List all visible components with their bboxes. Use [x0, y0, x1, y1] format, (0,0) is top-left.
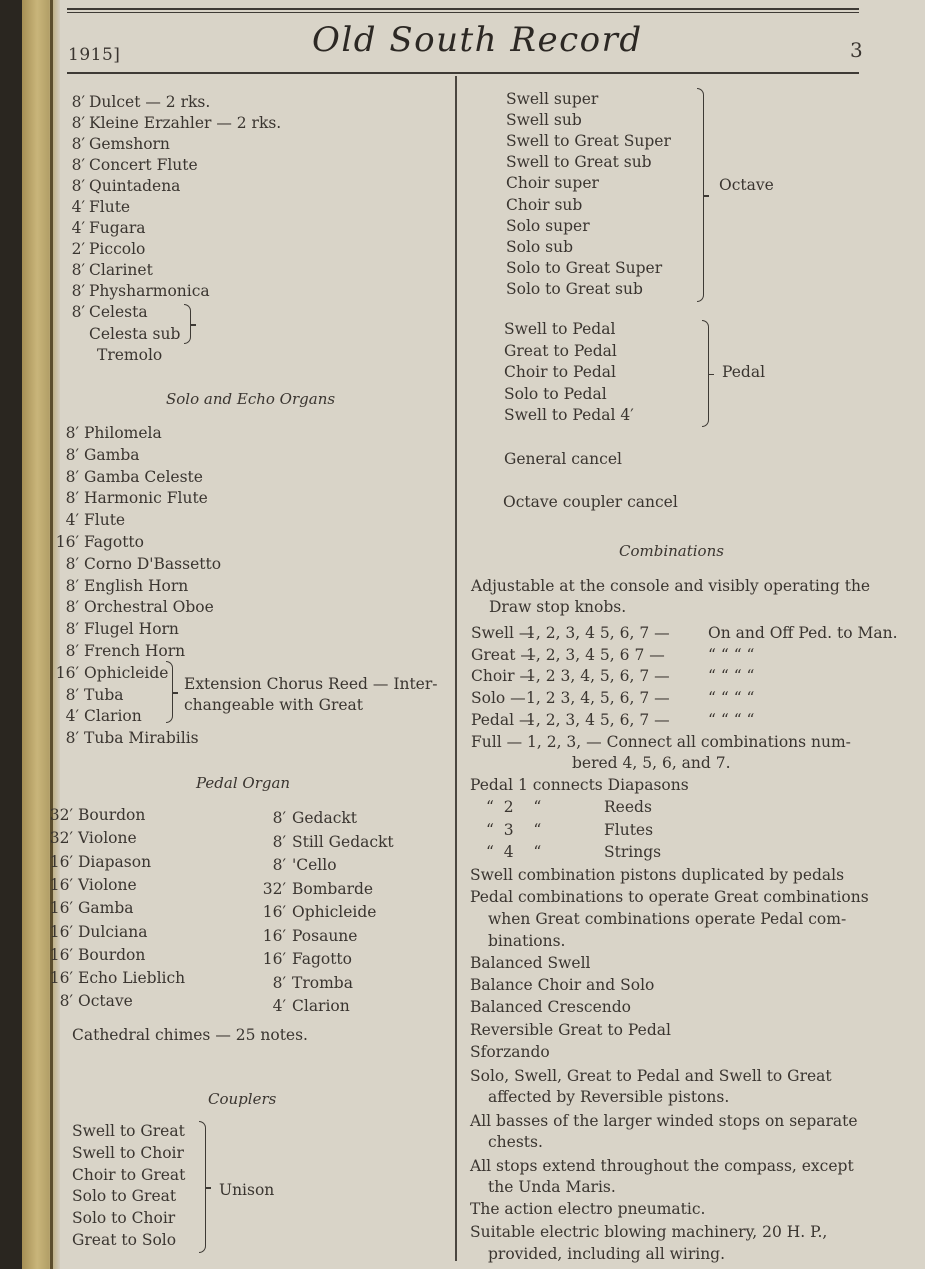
- pedal-stop-left-name: Dulciana: [78, 922, 148, 941]
- reversible-great-to-pedal: Reversible Great to Pedal: [470, 1021, 671, 1039]
- stops-extend-line1: All stops extend throughout the compass, except: [470, 1157, 854, 1175]
- swell-stop-name: Piccolo: [89, 240, 146, 258]
- solo-stop-name: Flugel Horn: [84, 620, 179, 639]
- solo-stop-name: Philomela: [84, 424, 162, 442]
- combo-manual: Solo —: [471, 689, 526, 708]
- combo-action: “ “ “ “: [708, 645, 755, 664]
- celesta-sub: Celesta sub: [89, 325, 181, 343]
- celesta-brace: [184, 304, 191, 344]
- octave-coupler: Solo to Great Super: [506, 258, 663, 277]
- pedal-connect-name: Flutes: [604, 820, 654, 839]
- octave-label: Octave: [719, 176, 774, 194]
- solo-stop-size: 4′: [65, 707, 79, 726]
- swell-stop-size: 8′: [71, 282, 85, 300]
- solo-stop-size: 8′: [65, 467, 79, 486]
- unison-coupler: Great to Solo: [72, 1231, 177, 1249]
- solo-stop-name: Fagotto: [84, 533, 144, 551]
- pedal-organ-heading: Pedal Organ: [196, 774, 291, 792]
- pedal-coupler: Swell to Pedal: [504, 320, 616, 338]
- solo-stop-name: Flute: [84, 511, 126, 530]
- swell-stop-size: 8′: [71, 93, 85, 111]
- solo-swell-line2: affected by Reversible pistons.: [488, 1088, 730, 1106]
- solo-stop-size: 8′: [65, 576, 79, 595]
- pedal-connect-ditto: “ 4 “: [486, 843, 542, 861]
- swell-stop-name: Fugara: [89, 219, 146, 237]
- combo-manual: Pedal —: [471, 710, 535, 729]
- pedal-connect-ditto: “ 3 “: [486, 820, 542, 839]
- swell-stop-name: Clarinet: [89, 261, 153, 279]
- octave-coupler: Choir super: [506, 174, 599, 193]
- octave-coupler: Swell to Great Super: [506, 132, 671, 151]
- octave-coupler: Swell to Great sub: [506, 153, 652, 172]
- unison-coupler: Swell to Great: [72, 1122, 185, 1140]
- book-spine: [22, 0, 60, 1269]
- pedal-stop-left-name: Bourdon: [78, 806, 146, 824]
- solo-stop-size: 8′: [65, 642, 79, 660]
- extension-brace: [166, 661, 173, 723]
- pedal-connect-ditto: “ 2 “: [486, 798, 542, 816]
- swell-stop-name: Kleine Erzahler — 2 rks.: [89, 114, 282, 132]
- pedal-connects: Pedal 1 connects Diapasons: [470, 776, 689, 794]
- tremolo: Tremolo: [97, 346, 163, 364]
- combo-manual: Choir —: [471, 667, 535, 686]
- unison-coupler: Swell to Choir: [72, 1143, 184, 1162]
- column-divider: [455, 76, 457, 1261]
- pedal-stop-right-size: 8′: [272, 809, 286, 827]
- cathedral-chimes: Cathedral chimes — 25 notes.: [72, 1026, 308, 1044]
- swell-stop-size: 8′: [71, 114, 85, 132]
- binding-edge: [50, 0, 53, 1269]
- blowing-line1: Suitable electric blowing machinery, 20 H. P.,: [470, 1223, 828, 1241]
- combo-numbers: 1, 2, 3, 4 5, 6, 7 —: [526, 710, 670, 729]
- combo-action: “ “ “ “: [708, 710, 755, 729]
- solo-stop-name: Gamba Celeste: [84, 467, 203, 486]
- pedal-stop-left-size: 16′: [49, 969, 73, 988]
- extension-note-line2: changeable with Great: [184, 696, 363, 714]
- page-number: 3: [850, 38, 863, 62]
- swell-stop-size: 4′: [71, 198, 85, 216]
- pedal-stop-right-size: 16′: [262, 903, 286, 921]
- pedal-stop-right-name: 'Cello: [292, 856, 337, 874]
- solo-stop-size: 8′: [65, 729, 79, 748]
- general-cancel: General cancel: [504, 450, 622, 468]
- octave-coupler: Solo sub: [506, 237, 574, 256]
- sforzando: Sforzando: [470, 1043, 550, 1061]
- book-page: [22, 0, 925, 1269]
- pedal-connect-name: Reeds: [604, 798, 652, 816]
- solo-stop-size: 4′: [65, 511, 79, 530]
- header-rule-bottom: [67, 72, 859, 74]
- pedal-stop-right-name: Clarion: [292, 997, 350, 1015]
- solo-stop-name: Tuba Mirabilis: [84, 729, 199, 748]
- swell-stop-name: Gemshorn: [89, 135, 170, 153]
- pedal-stop-right-name: Posaune: [292, 926, 358, 945]
- solo-stop-size: 8′: [65, 685, 79, 704]
- pedal-stop-left-size: 16′: [49, 899, 73, 918]
- pedal-stop-left-size: 32′: [49, 829, 73, 848]
- solo-stop-size: 16′: [55, 663, 79, 682]
- solo-stop-name: Gamba: [84, 445, 140, 464]
- solo-stop-name: Ophicleide: [84, 663, 169, 682]
- balance-choir-solo: Balance Choir and Solo: [470, 976, 655, 994]
- pedal-stop-right-size: 8′: [272, 973, 286, 992]
- swell-stop-name: Celesta: [89, 303, 148, 321]
- pedal-stop-left-name: Violone: [78, 875, 137, 894]
- header-year: 1915]: [68, 45, 121, 65]
- swell-stop-size: 8′: [71, 177, 85, 195]
- basses-line2: chests.: [488, 1133, 543, 1151]
- header-rule-top-thin: [67, 12, 859, 13]
- octave-brace: [697, 88, 704, 302]
- action-note: The action electro pneumatic.: [470, 1200, 706, 1218]
- balanced-swell: Balanced Swell: [470, 954, 591, 972]
- solo-stop-name: English Horn: [84, 576, 189, 595]
- pedal-connect-name: Strings: [604, 843, 662, 861]
- solo-echo-heading: Solo and Echo Organs: [166, 390, 336, 408]
- pedal-combo-line1: Pedal combinations to operate Great combinations: [470, 888, 869, 906]
- pedal-stop-left-size: 32′: [49, 806, 73, 824]
- solo-stop-size: 16′: [55, 533, 79, 551]
- extension-note-line1: Extension Chorus Reed — Inter-: [184, 675, 438, 693]
- combo-manual: Swell —: [471, 624, 535, 642]
- adjustable-line2: Draw stop knobs.: [489, 598, 627, 616]
- pedal-stop-right-size: 8′: [272, 832, 286, 851]
- pedal-stop-right-name: Fagotto: [292, 950, 352, 968]
- solo-stop-size: 8′: [65, 554, 79, 573]
- swell-pistons-note: Swell combination pistons duplicated by pedals: [470, 866, 845, 884]
- octave-coupler: Solo super: [506, 216, 590, 235]
- unison-brace: [199, 1121, 206, 1253]
- full-line1: Full — 1, 2, 3, — Connect all combinations num-: [471, 733, 851, 751]
- solo-stop-name: Clarion: [84, 707, 142, 726]
- combinations-heading: Combinations: [619, 542, 724, 560]
- unison-coupler: Solo to Choir: [72, 1209, 176, 1228]
- combo-manual: Great —: [471, 645, 536, 664]
- unison-label: Unison: [219, 1181, 275, 1199]
- octave-coupler: Swell sub: [506, 111, 582, 130]
- swell-stop-name: Dulcet — 2 rks.: [89, 93, 211, 111]
- swell-stop-name: Concert Flute: [89, 156, 198, 174]
- pedal-stop-right-name: Tromba: [292, 973, 353, 992]
- pedal-stop-right-size: 32′: [262, 879, 286, 898]
- solo-stop-size: 8′: [65, 424, 79, 442]
- blowing-line2: provided, including all wiring.: [488, 1245, 726, 1263]
- pedal-stop-right-size: 8′: [272, 856, 286, 874]
- swell-stop-name: Flute: [89, 198, 131, 216]
- pedal-coupler: Swell to Pedal 4′: [504, 406, 634, 424]
- solo-stop-size: 8′: [65, 445, 79, 464]
- combo-action: On and Off Ped. to Man.: [708, 624, 898, 642]
- pedal-stop-left-name: Diapason: [78, 852, 152, 871]
- pedal-combo-line2: when Great combinations operate Pedal com-: [488, 910, 847, 928]
- solo-stop-name: Harmonic Flute: [84, 489, 208, 508]
- swell-stop-size: 2′: [71, 240, 85, 258]
- swell-stop-size: 8′: [71, 135, 85, 153]
- solo-stop-name: Tuba: [84, 685, 124, 704]
- balanced-crescendo: Balanced Crescendo: [470, 998, 632, 1016]
- solo-stop-size: 8′: [65, 489, 79, 508]
- pedal-stop-left-name: Echo Lieblich: [78, 969, 186, 988]
- pedal-stop-left-name: Bourdon: [78, 945, 146, 964]
- swell-stop-size: 4′: [71, 219, 85, 237]
- pedal-stop-left-size: 8′: [59, 992, 73, 1011]
- pedal-stop-right-size: 16′: [262, 926, 286, 945]
- combo-numbers: 1, 2, 3, 4 5, 6, 7 —: [526, 624, 670, 642]
- swell-stop-size: 8′: [71, 156, 85, 174]
- pedal-label: Pedal: [722, 363, 766, 381]
- combo-numbers: 1, 2 3, 4, 5, 6, 7 —: [526, 689, 670, 708]
- combo-numbers: 1, 2 3, 4, 5, 6, 7 —: [526, 667, 670, 686]
- swell-stop-name: Physharmonica: [89, 282, 210, 300]
- pedal-coupler: Choir to Pedal: [504, 363, 616, 381]
- combo-action: “ “ “ “: [708, 667, 755, 686]
- solo-stop-name: Corno D'Bassetto: [84, 554, 222, 573]
- header-rule-top: [67, 8, 859, 10]
- unison-coupler: Solo to Great: [72, 1187, 177, 1206]
- pedal-stop-left-size: 16′: [49, 852, 73, 871]
- pedal-coupler: Solo to Pedal: [504, 384, 607, 403]
- combo-numbers: 1, 2, 3, 4 5, 6 7 —: [526, 645, 665, 664]
- unison-coupler: Choir to Great: [72, 1165, 186, 1184]
- pedal-brace: [702, 320, 709, 427]
- couplers-heading: Couplers: [208, 1090, 277, 1108]
- combo-action: “ “ “ “: [708, 689, 755, 708]
- pedal-stop-left-name: Octave: [78, 992, 133, 1011]
- solo-swell-line1: Solo, Swell, Great to Pedal and Swell to Great: [470, 1067, 832, 1085]
- swell-stop-size: 8′: [71, 261, 85, 279]
- pedal-stop-right-name: Ophicleide: [292, 903, 377, 921]
- pedal-stop-right-name: Still Gedackt: [292, 832, 394, 851]
- pedal-combo-line3: binations.: [488, 932, 566, 950]
- pedal-stop-left-size: 16′: [49, 875, 73, 894]
- pedal-stop-right-name: Gedackt: [292, 809, 358, 827]
- pedal-coupler: Great to Pedal: [504, 341, 617, 360]
- octave-coupler: Solo to Great sub: [506, 279, 643, 298]
- solo-stop-name: French Horn: [84, 642, 186, 660]
- pedal-stop-left-name: Violone: [78, 829, 137, 848]
- solo-stop-size: 8′: [65, 620, 79, 639]
- octave-coupler: Swell super: [506, 90, 599, 108]
- adjustable-line1: Adjustable at the console and visibly operating the: [471, 577, 871, 595]
- pedal-stop-left-size: 16′: [49, 922, 73, 941]
- pedal-stop-left-size: 16′: [49, 945, 73, 964]
- pedal-stop-right-size: 4′: [272, 997, 286, 1015]
- stops-extend-line2: the Unda Maris.: [488, 1178, 616, 1196]
- pedal-stop-right-name: Bombarde: [292, 879, 374, 898]
- pedal-stop-left-name: Gamba: [78, 899, 134, 918]
- full-line2: bered 4, 5, 6, and 7.: [572, 754, 731, 772]
- pedal-stop-right-size: 16′: [262, 950, 286, 968]
- basses-line1: All basses of the larger winded stops on separate: [470, 1112, 858, 1130]
- octave-coupler: Choir sub: [506, 195, 583, 214]
- swell-stop-name: Quintadena: [89, 177, 181, 195]
- octave-coupler-cancel: Octave coupler cancel: [503, 493, 678, 511]
- page-title: Old South Record: [312, 20, 643, 60]
- swell-stop-size: 8′: [71, 303, 85, 321]
- solo-stop-size: 8′: [65, 598, 79, 617]
- solo-stop-name: Orchestral Oboe: [84, 598, 214, 617]
